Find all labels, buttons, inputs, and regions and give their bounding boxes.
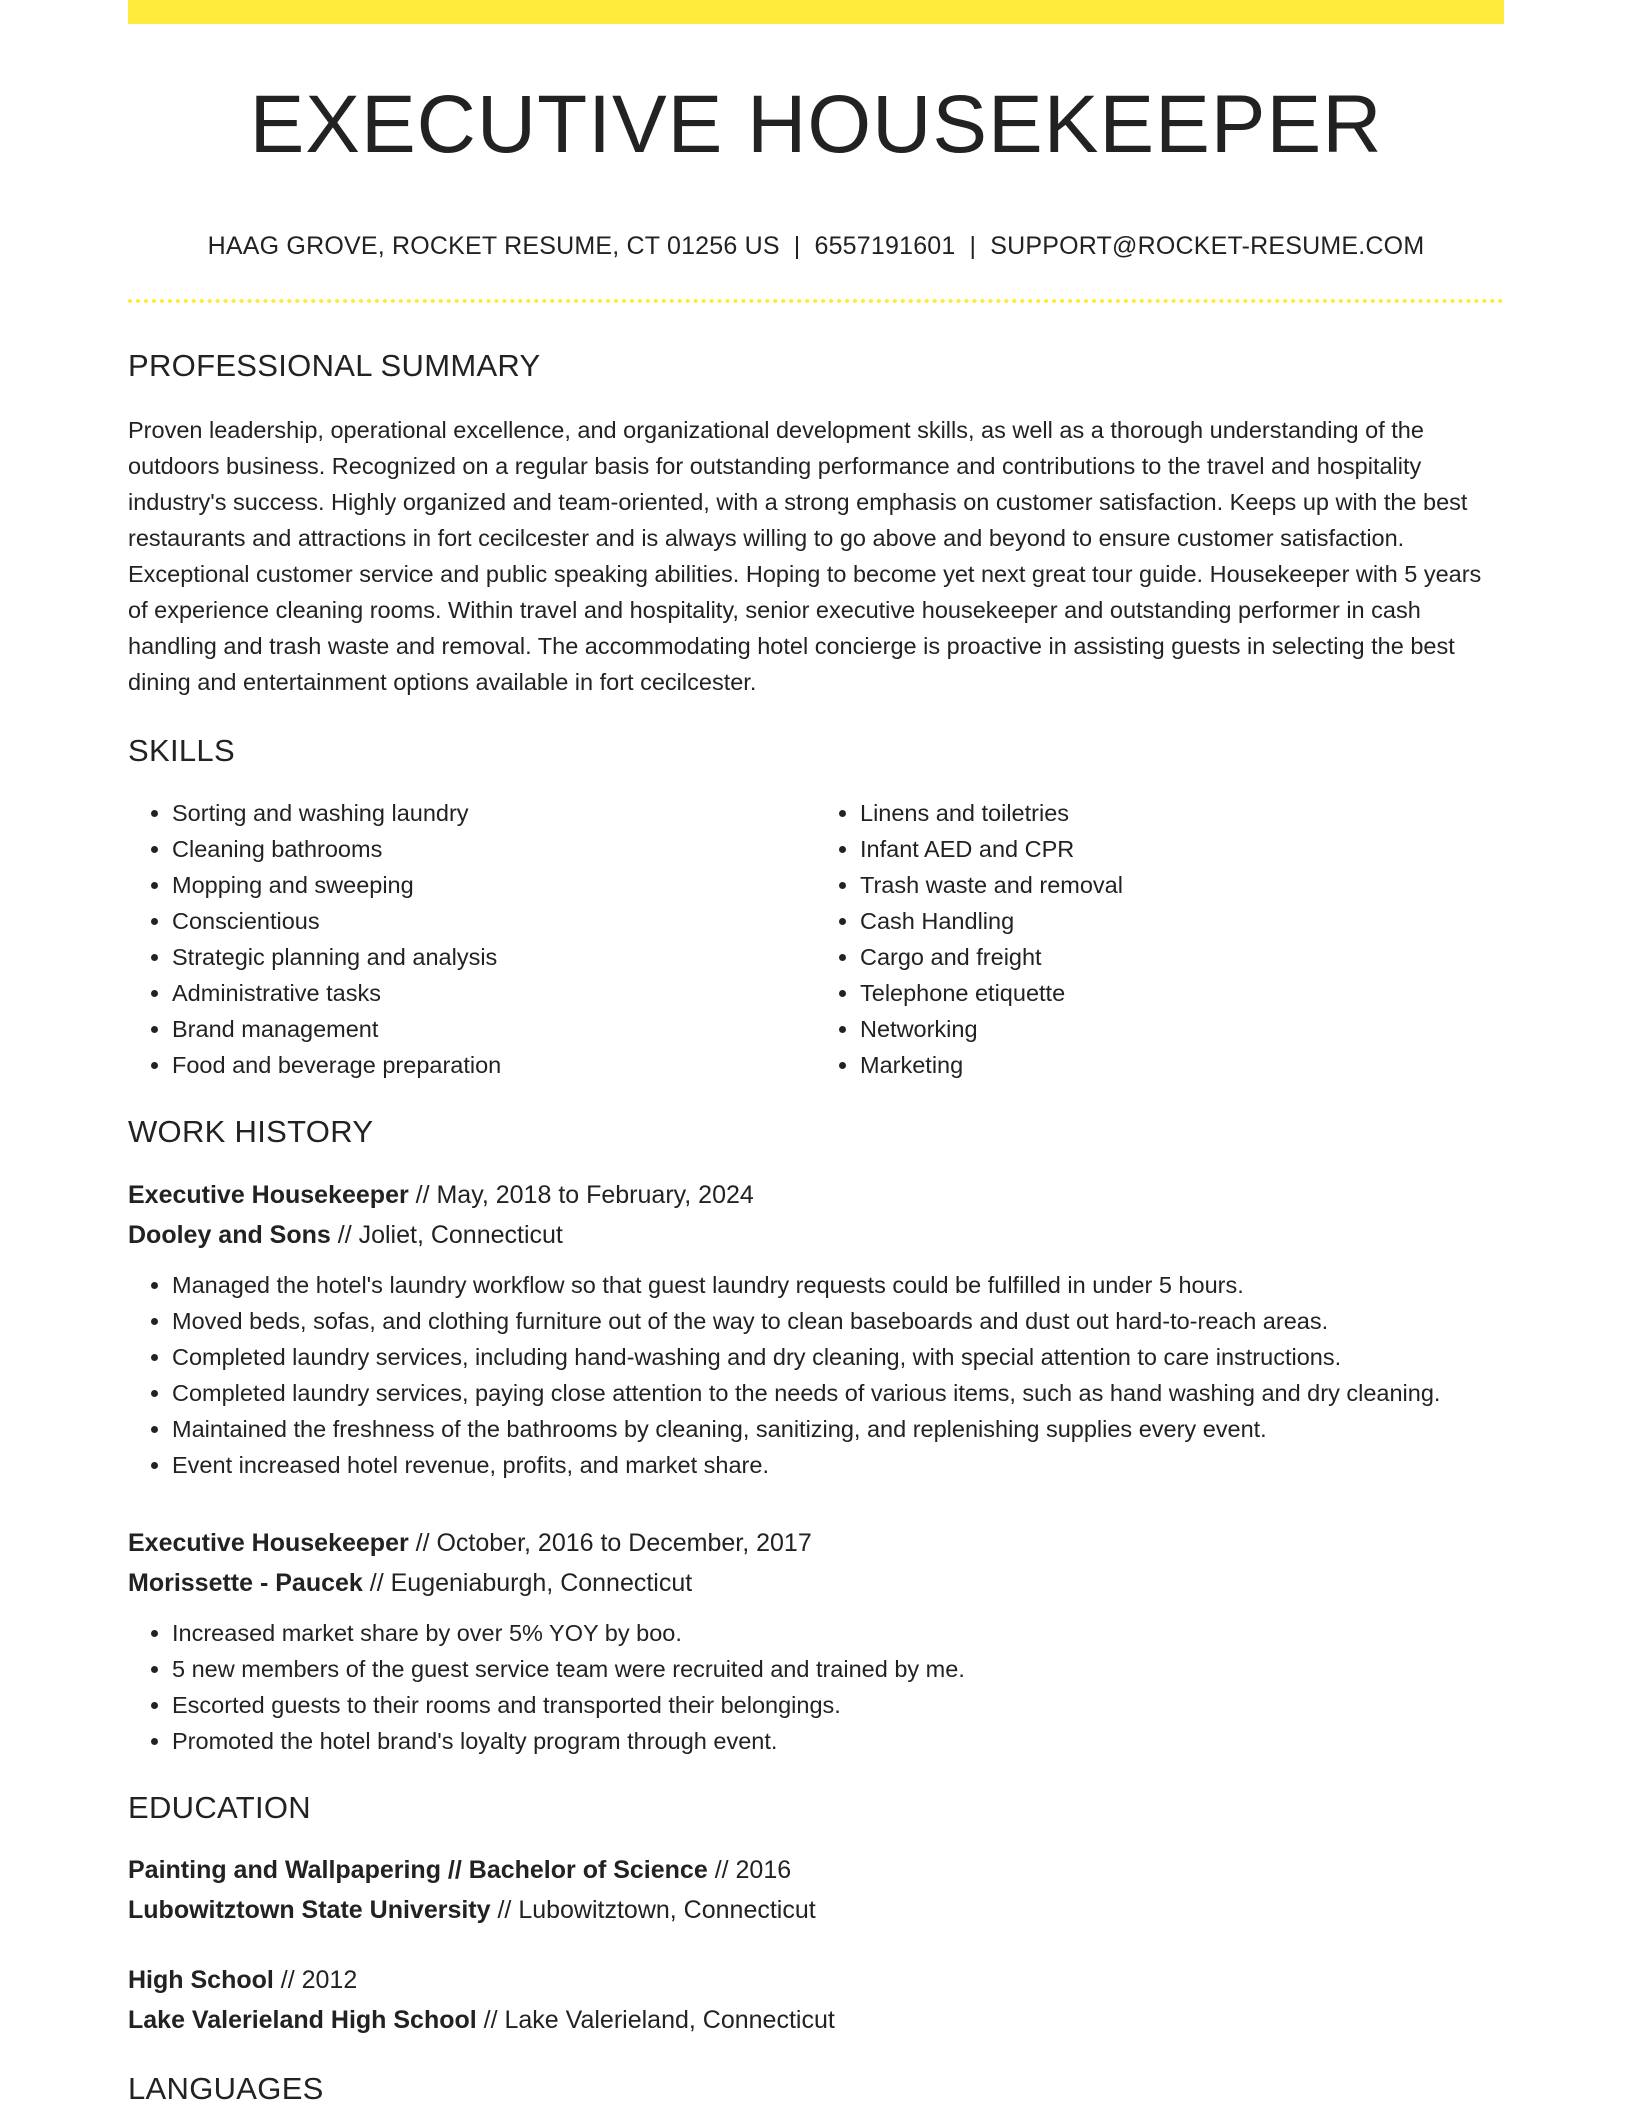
job-bullet: • 5 new members of the guest service team were recruited and trained by me.: [172, 1651, 1504, 1687]
separator: |: [793, 232, 801, 261]
skill-item: • Sorting and washing laundry: [172, 795, 816, 831]
edu-degree: Painting and Wallpapering // Bachelor of Science: [128, 1855, 708, 1884]
skill-item: • Telephone etiquette: [860, 975, 1504, 1011]
job-bullet: • Completed laundry services, including hand-washing and dry cleaning, with special attention to care instructions.: [172, 1339, 1504, 1375]
skills-right-column: [816, 795, 1504, 1083]
job-bullet: • Completed laundry services, paying close attention to the needs of various items, such as hand washing and dry cleaning.: [172, 1375, 1504, 1411]
job-bullet: • Maintained the freshness of the bathrooms by cleaning, sanitizing, and replenishing supplies every event.: [172, 1411, 1504, 1447]
job-entry: [128, 1175, 1504, 1483]
separator: |: [969, 232, 977, 261]
skill-item: • Marketing: [860, 1047, 1504, 1083]
job-bullet: • Increased market share by over 5% YOY by boo.: [172, 1615, 1504, 1651]
skills-list: [128, 795, 1504, 1083]
skill-item: • Administrative tasks: [172, 975, 816, 1011]
job-bullet: • Managed the hotel's laundry workflow so that guest laundry requests could be fulfilled in under 5 hours.: [172, 1267, 1504, 1303]
job-bullet: • Moved beds, sofas, and clothing furniture out of the way to clean baseboards and dust out hard-to-reach areas.: [172, 1303, 1504, 1339]
edu-school: Lake Valerieland High School: [128, 2005, 477, 2034]
job-company-line: [128, 1215, 1504, 1255]
job-bullet: • Escorted guests to their rooms and transported their belongings.: [172, 1687, 1504, 1723]
skill-item: • Conscientious: [172, 903, 816, 939]
edu-school-line: [128, 1890, 1504, 1930]
skill-item: • Brand management: [172, 1011, 816, 1047]
job-title-line: [128, 1523, 1504, 1563]
address: HAAG GROVE, ROCKET RESUME, CT 01256 US: [207, 232, 780, 261]
edu-degree-line: [128, 1850, 1504, 1890]
skill-item: • Networking: [860, 1011, 1504, 1047]
job-title-line: [128, 1175, 1504, 1215]
summary-text: Proven leadership, operational excellence, and organizational development skills, as well as a thorough understanding of the outdoors business. Recognized on a regular basis for outstanding performance and contributions to the travel and hospitality industry's success. Highly organized and team-oriented, with a strong emphasis on customer satisfaction. Keeps up with the best restaurants and attractions in fort cecilcester and is always willing to go above and beyond to ensure customer satisfaction. Exceptional customer service and public speaking abilities. Hoping to become yet next great tour guide. Housekeeper with 5 years of experience cleaning rooms. Within travel and hospitality, senior executive housekeeper and outstanding performer in cash handling and trash waste and removal. The accommodating hotel concierge is proactive in assisting guests in selecting the best dining and entertainment options available in fort cecilcester.: [128, 417, 1482, 696]
summary-title: PROFESSIONAL SUMMARY: [128, 348, 541, 384]
skill-item: • Food and beverage preparation: [172, 1047, 816, 1083]
job-bullet: • Promoted the hotel brand's loyalty program through event.: [172, 1723, 1504, 1759]
edu-school: Lubowitztown State University: [128, 1895, 491, 1924]
skills-title: SKILLS: [128, 733, 235, 769]
job-company: Dooley and Sons: [128, 1220, 331, 1249]
job-bullets: [128, 1267, 1504, 1483]
edu-location: // Lake Valerieland, Connecticut: [476, 2005, 835, 2034]
job-company-line: [128, 1563, 1504, 1603]
work-history-title: WORK HISTORY: [128, 1114, 374, 1150]
edu-year: // 2012: [273, 1965, 358, 1994]
edu-degree-line: [128, 1960, 1504, 2000]
top-accent-bar: [128, 0, 1504, 24]
languages-title: LANGUAGES: [128, 2070, 324, 2106]
skill-item: • Strategic planning and analysis: [172, 939, 816, 975]
skill-item: • Mopping and sweeping: [172, 867, 816, 903]
edu-location: // Lubowitztown, Connecticut: [490, 1895, 816, 1924]
resume-name: EXECUTIVE HOUSEKEEPER: [249, 79, 1383, 170]
resume-content: [128, 24, 1504, 2107]
edu-year: // 2016: [707, 1855, 792, 1884]
job-location: // Eugeniaburgh, Connecticut: [362, 1568, 693, 1597]
job-location: // Joliet, Connecticut: [330, 1220, 563, 1249]
education-entry: [128, 1850, 1504, 1930]
skill-item: • Trash waste and removal: [860, 867, 1504, 903]
job-dates: // October, 2016 to December, 2017: [408, 1528, 812, 1557]
edu-degree: High School: [128, 1965, 274, 1994]
edu-school-line: [128, 2000, 1504, 2040]
phone: 6557191601: [814, 232, 956, 261]
skills-left-column: [128, 795, 816, 1083]
education-entry: [128, 1960, 1504, 2040]
skill-item: • Infant AED and CPR: [860, 831, 1504, 867]
job-entry: [128, 1523, 1504, 1759]
job-company: Morissette - Paucek: [128, 1568, 363, 1597]
job-bullet: • Event increased hotel revenue, profits, and market share.: [172, 1447, 1504, 1483]
skill-item: • Cargo and freight: [860, 939, 1504, 975]
job-position: Executive Housekeeper: [128, 1528, 409, 1557]
dotted-divider: [128, 299, 1504, 303]
job-bullets: [128, 1615, 1504, 1759]
skill-item: • Cleaning bathrooms: [172, 831, 816, 867]
job-dates: // May, 2018 to February, 2024: [408, 1180, 754, 1209]
skill-item: • Cash Handling: [860, 903, 1504, 939]
email: SUPPORT@ROCKET-RESUME.COM: [990, 232, 1425, 261]
job-position: Executive Housekeeper: [128, 1180, 409, 1209]
contact-line: [128, 234, 1504, 259]
skill-item: • Linens and toiletries: [860, 795, 1504, 831]
education-title: EDUCATION: [128, 1789, 311, 1825]
